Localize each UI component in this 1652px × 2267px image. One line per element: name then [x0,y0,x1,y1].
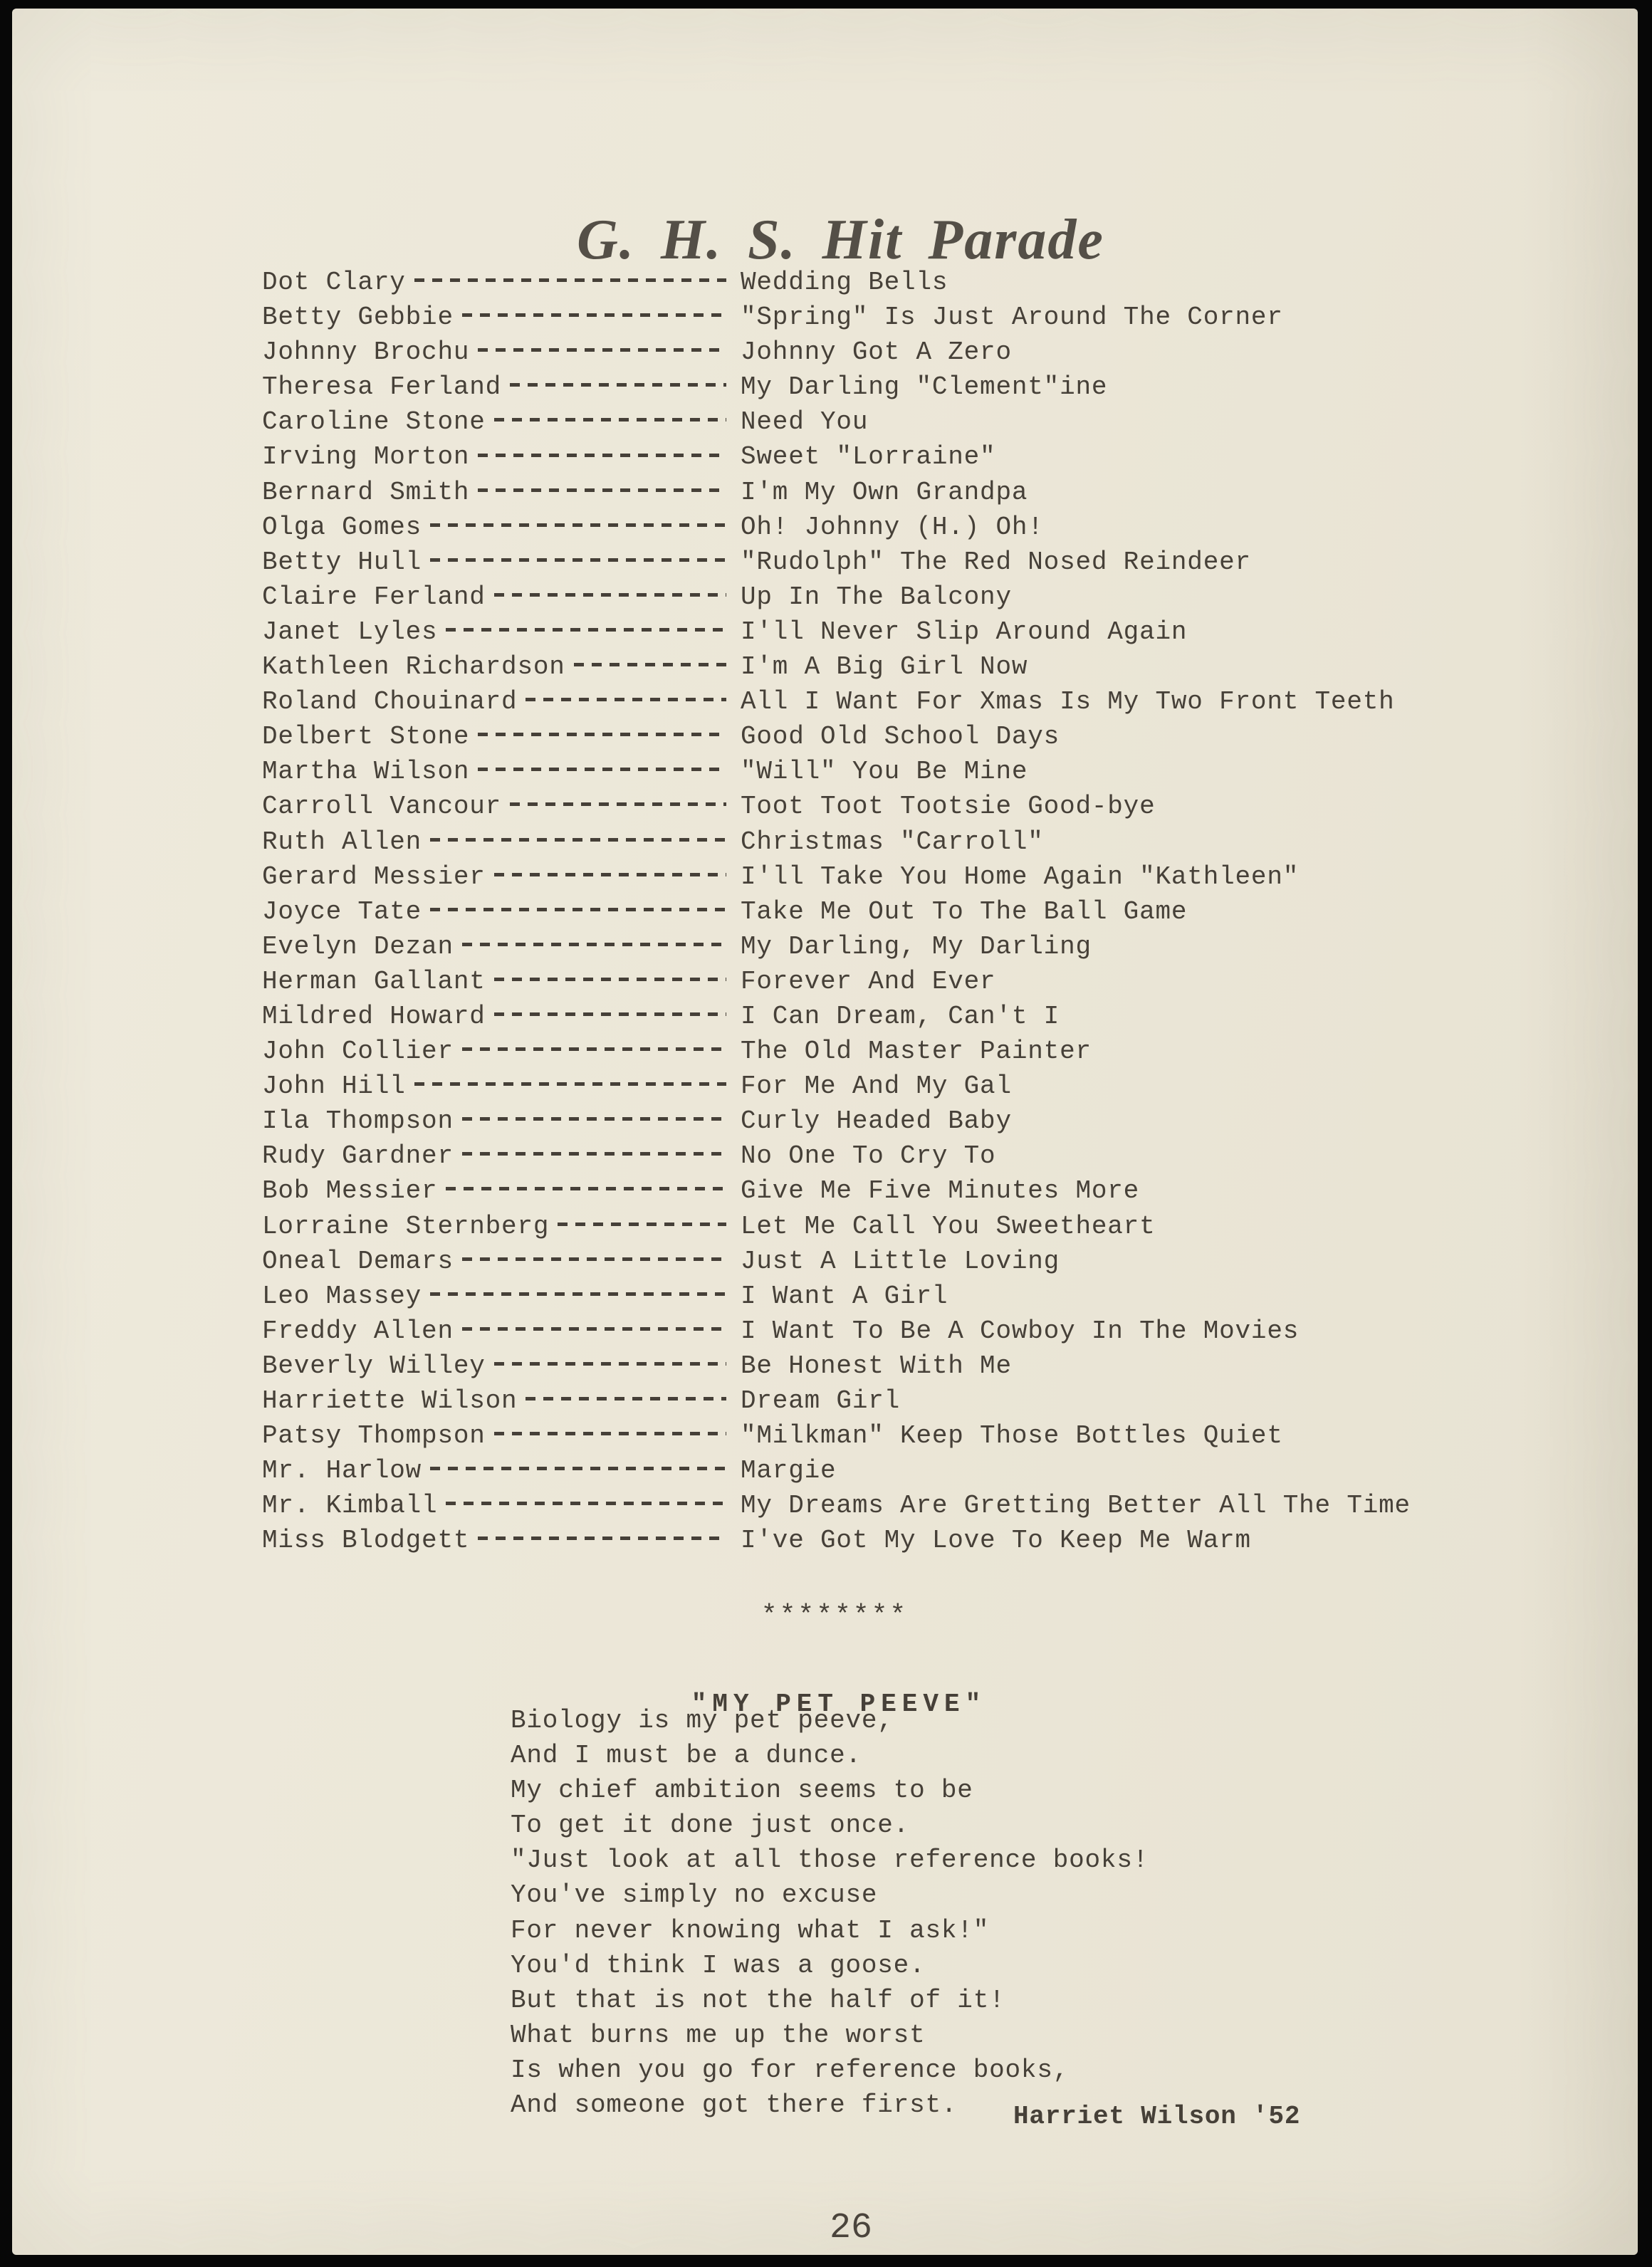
song-title: I Can Dream, Can't I [741,1001,1060,1031]
hit-parade-list [262,265,1565,1558]
poem-line: What burns me up the worst [511,2020,926,2050]
hit-parade-row [262,580,1565,614]
name-and-leader [262,404,741,439]
hit-parade-row [262,265,1565,300]
song-title: I Want To Be A Cowboy In The Movies [741,1316,1300,1346]
student-name: Janet Lyles [262,617,438,646]
dash-leader [462,1327,726,1331]
song-title: I'll Never Slip Around Again [741,617,1188,646]
name-and-leader [262,370,741,404]
hit-parade-row [262,545,1565,580]
poem-line: Biology is my pet peeve, [511,1706,894,1735]
song-title: Up In The Balcony [741,582,1012,612]
student-name: Mr. Kimball [262,1491,438,1521]
dash-leader [478,488,726,492]
student-name: Miss Blodgett [262,1526,470,1556]
poem-line: But that is not the half of it! [511,1985,1005,2015]
student-name: Patsy Thompson [262,1421,486,1451]
name-and-leader [262,510,741,545]
student-name: Irving Morton [262,442,470,472]
dash-leader [446,1187,726,1190]
song-title: Margie [741,1456,837,1486]
hit-parade-row [262,929,1565,964]
hit-parade-row [262,684,1565,719]
poem [511,1703,1149,2122]
hit-parade-row [262,335,1565,370]
hit-parade-row [262,439,1565,474]
dash-leader [494,873,726,876]
name-and-leader [262,1104,741,1138]
hit-parade-row [262,1383,1565,1418]
song-title: I'll Take You Home Again "Kathleen" [741,862,1300,891]
name-and-leader [262,1418,741,1453]
song-title: I'm A Big Girl Now [741,652,1028,682]
hit-parade-row [262,614,1565,649]
song-title: Forever And Ever [741,966,996,996]
poem-line: And someone got there first. [511,2090,958,2120]
hit-parade-row [262,510,1565,545]
dash-leader [430,1292,726,1296]
dash-leader [430,838,726,842]
song-title: Toot Toot Tootsie Good-bye [741,792,1156,822]
name-and-leader [262,439,741,474]
name-and-leader [262,335,741,370]
student-name: Bernard Smith [262,477,470,507]
name-and-leader [262,999,741,1034]
hit-parade-row [262,475,1565,510]
dash-leader [462,1152,726,1156]
name-and-leader [262,580,741,614]
name-and-leader [262,1069,741,1104]
poem-line: "Just look at all those reference books! [511,1845,1149,1875]
student-name: Beverly Willey [262,1351,486,1381]
name-and-leader [262,475,741,510]
student-name: Gerard Messier [262,862,486,891]
student-name: Evelyn Dezan [262,931,454,961]
dash-leader [526,1397,726,1400]
song-title: My Darling "Clement"ine [741,372,1108,402]
hit-parade-row [262,1488,1565,1523]
student-name: Oneal Demars [262,1246,454,1276]
hit-parade-row [262,1034,1565,1069]
student-name: Caroline Stone [262,407,486,437]
dash-leader [478,733,726,736]
song-title: For Me And My Gal [741,1072,1012,1101]
name-and-leader [262,719,741,754]
student-name: Roland Chouinard [262,687,518,717]
student-name: Mr. Harlow [262,1456,422,1486]
hit-parade-row [262,789,1565,824]
hit-parade-row [262,719,1565,754]
poem-line: And I must be a dunce. [511,1741,862,1771]
student-name: John Hill [262,1072,406,1101]
name-and-leader [262,1349,741,1383]
name-and-leader [262,894,741,929]
hit-parade-row [262,859,1565,894]
student-name: Joyce Tate [262,896,422,926]
hit-parade-row [262,1453,1565,1488]
dash-leader [414,1082,726,1086]
dash-leader [494,418,726,422]
hit-parade-row [262,1418,1565,1453]
song-title: "Milkman" Keep Those Bottles Quiet [741,1421,1283,1451]
student-name: Herman Gallant [262,966,486,996]
student-name: Carroll Vancour [262,792,502,822]
student-name: Betty Gebbie [262,303,454,333]
student-name: Delbert Stone [262,722,470,752]
song-title: I Want A Girl [741,1281,948,1311]
poem-line: To get it done just once. [511,1811,910,1841]
song-title: The Old Master Painter [741,1037,1092,1067]
student-name: Martha Wilson [262,757,470,787]
hit-parade-row [262,1104,1565,1138]
name-and-leader [262,1209,741,1244]
hit-parade-row [262,300,1565,335]
name-and-leader [262,1383,741,1418]
song-title: Give Me Five Minutes More [741,1176,1140,1206]
student-name: Rudy Gardner [262,1141,454,1171]
name-and-leader [262,1314,741,1349]
name-and-leader [262,265,741,300]
song-title: Wedding Bells [741,268,948,297]
song-title: Be Honest With Me [741,1351,1012,1381]
song-title: Christmas "Carroll" [741,827,1044,857]
dash-leader [478,1536,726,1540]
name-and-leader [262,929,741,964]
student-name: Lorraine Sternberg [262,1211,550,1241]
name-and-leader [262,859,741,894]
song-title: Oh! Johnny (H.) Oh! [741,512,1044,542]
student-name: Harriette Wilson [262,1386,518,1415]
song-title: Sweet "Lorraine" [741,442,996,472]
student-name: John Collier [262,1037,454,1067]
hit-parade-row [262,1523,1565,1558]
page-title: G. H. S. Hit Parade [577,208,1104,271]
song-title: Take Me Out To The Ball Game [741,896,1188,926]
name-and-leader [262,789,741,824]
hit-parade-row [262,370,1565,404]
hit-parade-row [262,894,1565,929]
dash-leader [478,768,726,771]
poem-line: You'd think I was a goose. [511,1950,926,1980]
student-name: Freddy Allen [262,1316,454,1346]
song-title: I've Got My Love To Keep Me Warm [741,1526,1251,1556]
asterisk-separator: ******** [760,1601,909,1631]
dash-leader [494,593,726,597]
dash-leader [414,278,726,282]
student-name: Mildred Howard [262,1001,486,1031]
dash-leader [446,628,726,632]
song-title: My Dreams Are Gretting Better All The Time [741,1491,1411,1521]
student-name: Bob Messier [262,1176,438,1206]
song-title: Need You [741,407,869,437]
hit-parade-row [262,1209,1565,1244]
student-name: Ruth Allen [262,827,422,857]
dash-leader [462,943,726,946]
song-title: No One To Cry To [741,1141,996,1171]
song-title: Let Me Call You Sweetheart [741,1211,1156,1241]
name-and-leader [262,1488,741,1523]
name-and-leader [262,1523,741,1558]
song-title: "Spring" Is Just Around The Corner [741,303,1283,333]
name-and-leader [262,545,741,580]
song-title: "Will" You Be Mine [741,757,1028,787]
poem-title: "MY PET PEEVE" [691,1689,987,1719]
student-name: Dot Clary [262,268,406,297]
dash-leader [462,1117,726,1121]
hit-parade-row [262,1244,1565,1279]
dash-leader [574,663,726,666]
dash-leader [462,313,726,317]
dash-leader [494,978,726,981]
poem-line: For never knowing what I ask!" [511,1915,990,1945]
hit-parade-row [262,1349,1565,1383]
name-and-leader [262,1173,741,1208]
yearbook-page [12,9,1638,2255]
hit-parade-row [262,1279,1565,1314]
hit-parade-row [262,1069,1565,1104]
dash-leader [462,1047,726,1051]
song-title: My Darling, My Darling [741,931,1092,961]
student-name: Olga Gomes [262,512,422,542]
dash-leader [494,1432,726,1435]
name-and-leader [262,1138,741,1173]
hit-parade-row [262,404,1565,439]
dash-leader [478,454,726,457]
dash-leader [446,1502,726,1505]
dash-leader [494,1362,726,1366]
song-title: Dream Girl [741,1386,901,1415]
dash-leader [558,1222,726,1226]
student-name: Theresa Ferland [262,372,502,402]
hit-parade-row [262,1173,1565,1208]
student-name: Ila Thompson [262,1106,454,1136]
hit-parade-row [262,824,1565,859]
song-title: I'm My Own Grandpa [741,477,1028,507]
student-name: Kathleen Richardson [262,652,565,682]
name-and-leader [262,300,741,335]
dash-leader [494,1012,726,1016]
name-and-leader [262,1453,741,1488]
dash-leader [478,348,726,352]
hit-parade-row [262,649,1565,684]
dash-leader [430,1467,726,1470]
song-title: Good Old School Days [741,722,1060,752]
dash-leader [526,698,726,701]
dash-leader [510,802,726,806]
song-title: Curly Headed Baby [741,1106,1012,1136]
student-name: Claire Ferland [262,582,486,612]
student-name: Johnny Brochu [262,337,470,367]
hit-parade-row [262,754,1565,789]
hit-parade-row [262,964,1565,999]
name-and-leader [262,684,741,719]
name-and-leader [262,614,741,649]
name-and-leader [262,1244,741,1279]
hit-parade-row [262,1138,1565,1173]
song-title: "Rudolph" The Red Nosed Reindeer [741,547,1251,577]
hit-parade-row [262,1314,1565,1349]
name-and-leader [262,964,741,999]
poem-line: You've simply no excuse [511,1880,878,1910]
dash-leader [430,523,726,527]
name-and-leader [262,1279,741,1314]
hit-parade-row [262,999,1565,1034]
dash-leader [462,1257,726,1261]
poem-attribution: Harriet Wilson '52 [1013,2102,1301,2131]
dash-leader [510,383,726,387]
name-and-leader [262,649,741,684]
song-title: All I Want For Xmas Is My Two Front Teeth [741,687,1395,717]
student-name: Betty Hull [262,547,422,577]
name-and-leader [262,1034,741,1069]
song-title: Just A Little Loving [741,1246,1060,1276]
song-title: Johnny Got A Zero [741,337,1012,367]
dash-leader [430,908,726,911]
name-and-leader [262,824,741,859]
page-number: 26 [829,2208,873,2248]
name-and-leader [262,754,741,789]
poem-line: My chief ambition seems to be [511,1776,973,1806]
student-name: Leo Massey [262,1281,422,1311]
dash-leader [430,558,726,562]
poem-line: Is when you go for reference books, [511,2055,1070,2085]
